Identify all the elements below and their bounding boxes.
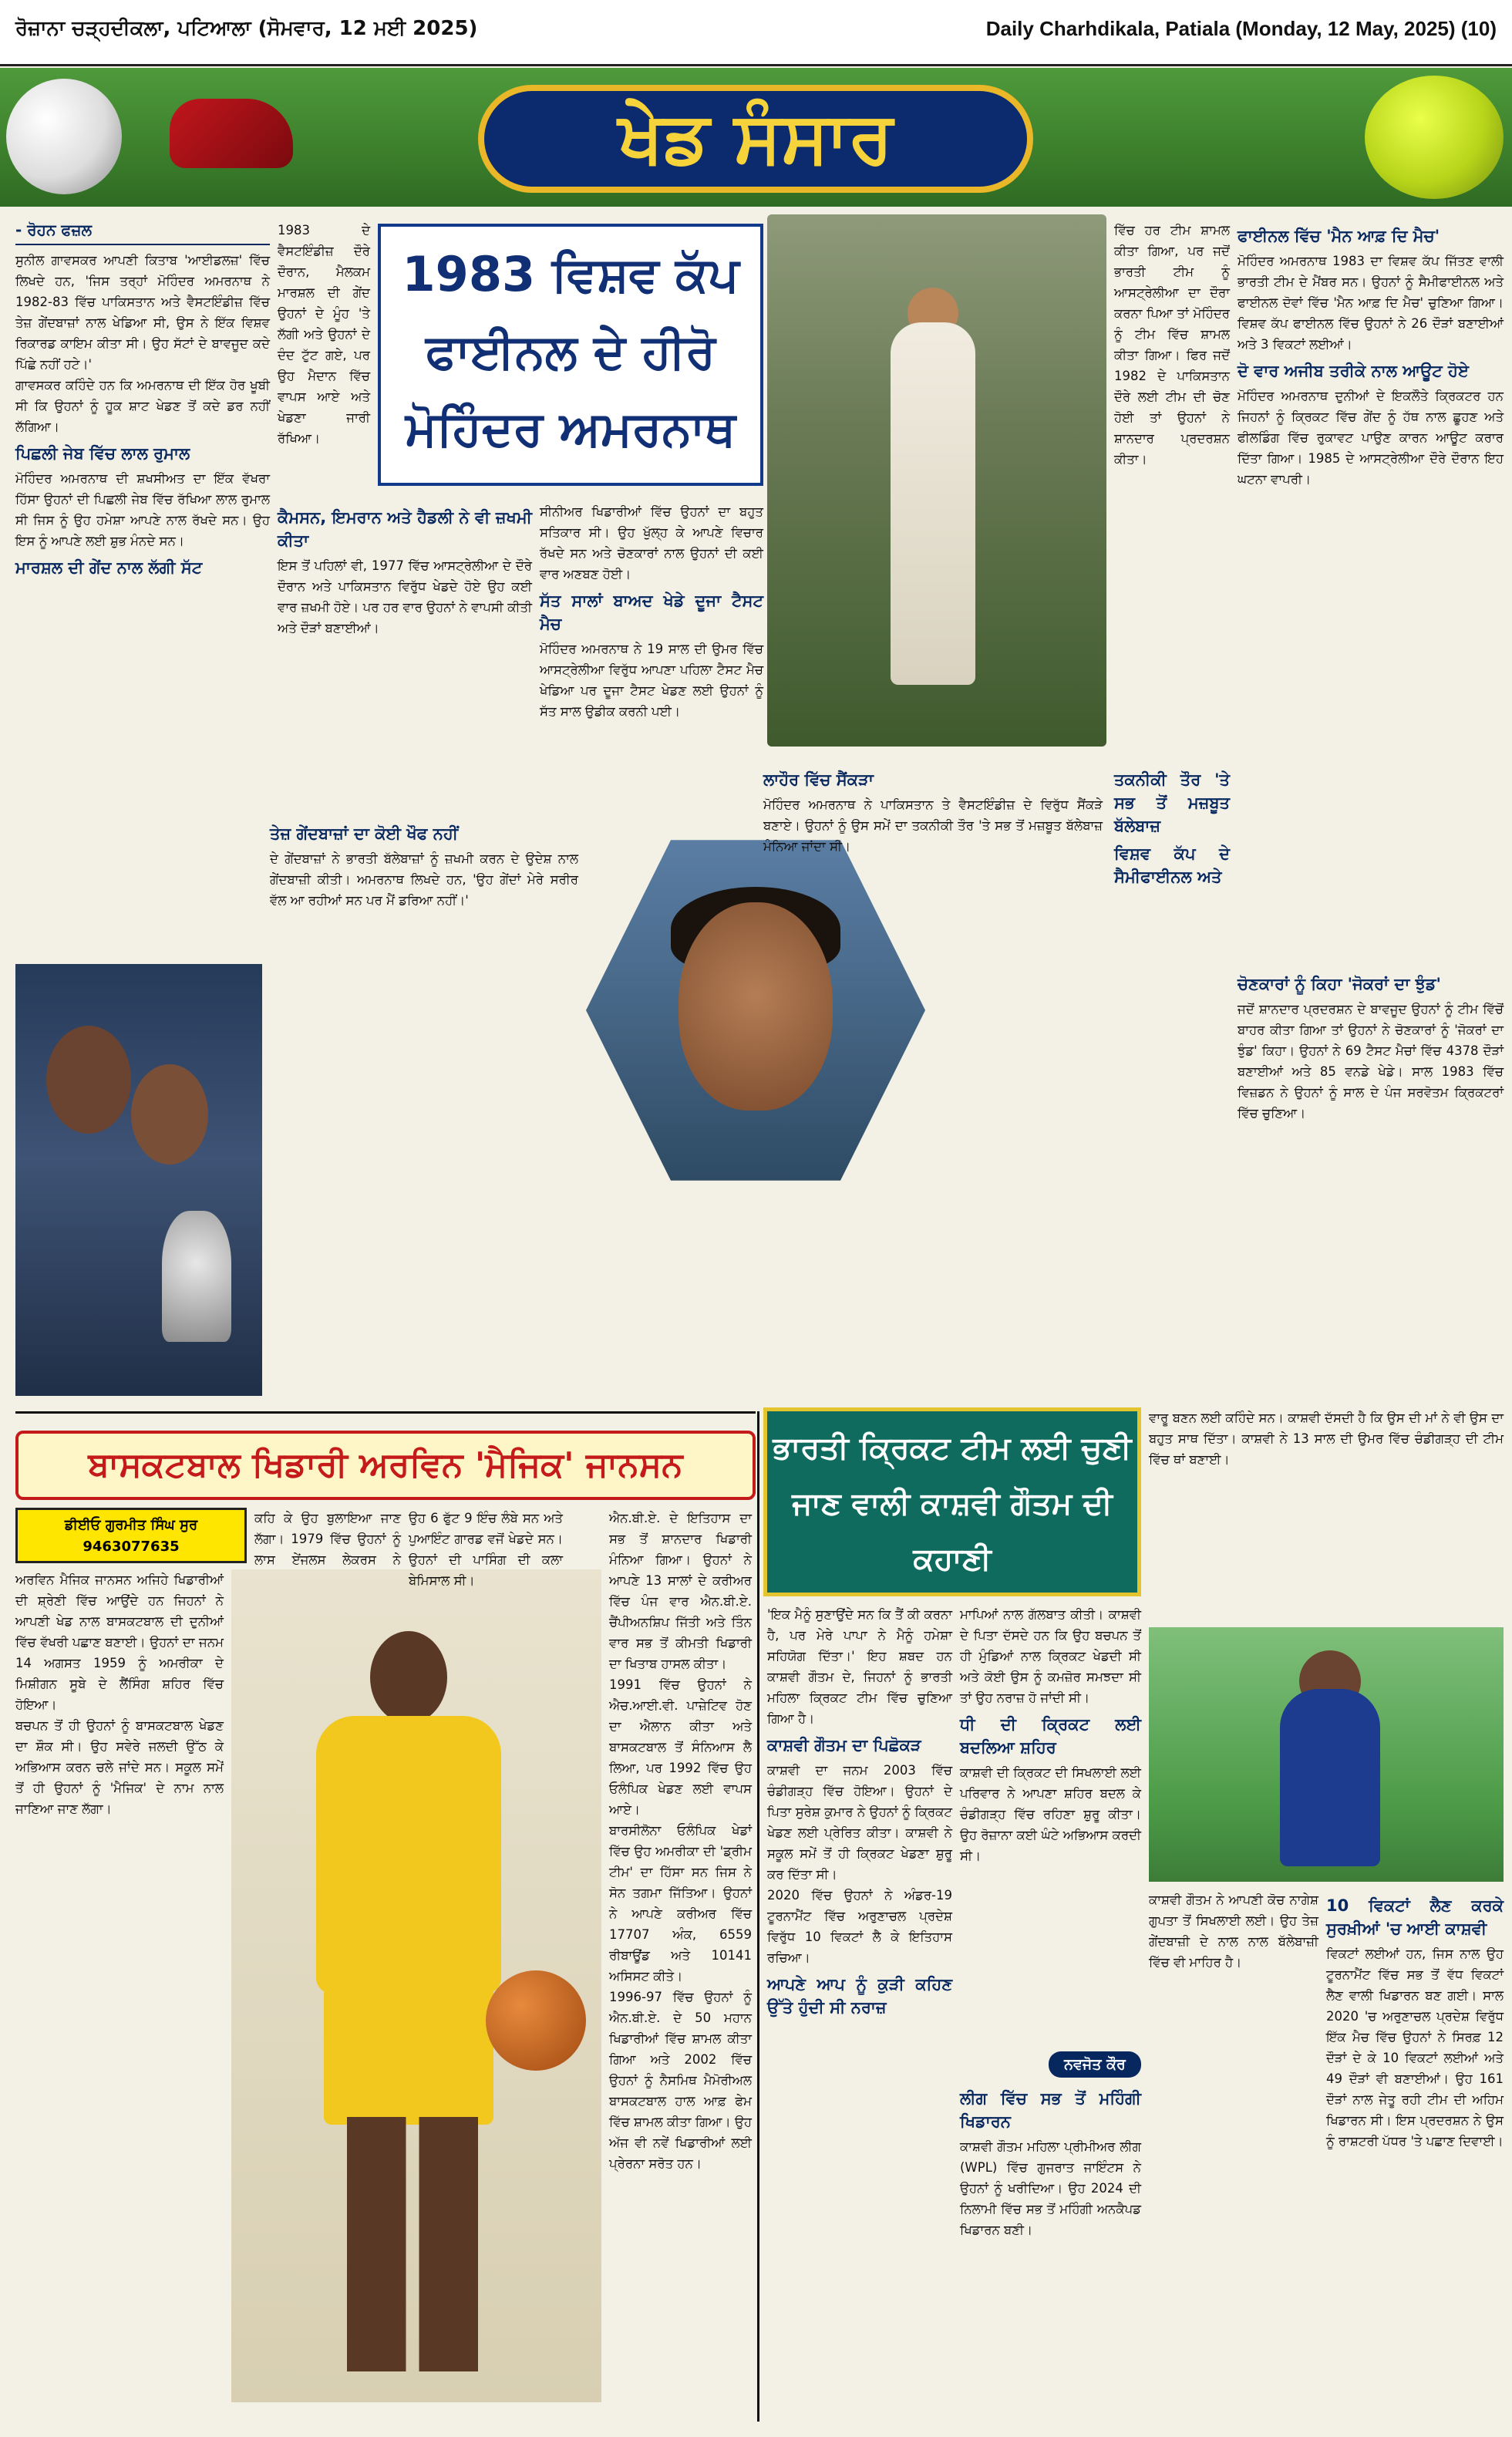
article1-col7-p2: ਮੋਹਿੰਦਰ ਅਮਰਨਾਥ ਦੁਨੀਆਂ ਦੇ ਇਕਲੌਤੇ ਕ੍ਰਿਕਟਰ ਹਨ ਜਿਹਨਾਂ ਨੂੰ ਕ੍ਰਿਕਟ ਵਿੱਚ ਗੇਂਦ ਨੂੰ ਹੱਥ ਨਾਲ ਛੂਹਣ ਅਤੇ ਫੀਲਡਿੰਗ ਵਿੱਚ ਰੁਕਾਵਟ ਪਾਉਣ ਕਾਰਨ ਆਊਟ ਕਰਾਰ ਦਿੱਤਾ ਗਿਆ। 1985 ਦੇ ਆਸਟ੍ਰੇਲੀਆ ਦੌਰੇ ਦੌਰਾਨ ਇਹ ਘਟਨਾ ਵਾਪਰੀ। (1238, 389, 1504, 487)
article2-byline-phone: 9463077635 (83, 1539, 180, 1555)
article3-subhead-2: ਆਪਣੇ ਆਪ ਨੂੰ ਕੁੜੀ ਕਹਿਣ ਉੱਤੇ ਹੁੰਦੀ ਸੀ ਨਰਾਜ਼ (767, 1975, 952, 2017)
article3-col3-p1: ਵਾਰੂ ਬਣਨ ਲਈ ਕਹਿੰਦੇ ਸਨ। ਕਾਸ਼ਵੀ ਦੱਸਦੀ ਹੈ ਕਿ ਉਸ ਦੀ ਮਾਂ ਨੇ ਵੀ ਉਸ ਦਾ ਬਹੁਤ ਸਾਥ ਦਿੱਤਾ। ਕਾਸ਼ਵੀ ਨੇ 13 ਸਾਲ ਦੀ ਉਮਰ ਵਿੱਚ ਚੰਡੀਗੜ੍ਹ ਦੀ ਟੀਮ ਵਿੱਚ ਥਾਂ ਬਣਾਈ। (1149, 1411, 1504, 1467)
article1-col3-p1: ਇਸ ਤੋਂ ਪਹਿਲਾਂ ਵੀ, 1977 ਵਿੱਚ ਆਸਟ੍ਰੇਲੀਆ ਦੇ ਦੌਰੇ ਦੌਰਾਨ ਅਤੇ ਪਾਕਿਸਤਾਨ ਵਿਰੁੱਧ ਖੇਡਦੇ ਹੋਏ ਉਹ ਕਈ ਵਾਰ ਜ਼ਖਮੀ ਹੋਏ। ਪਰ ਹਰ ਵਾਰ ਉਹਨਾਂ ਨੇ ਵਾਪਸੀ ਕੀਤੀ ਅਤੇ ਦੌੜਾਂ ਬਣਾਈਆਂ। (278, 558, 532, 635)
player-head-shape (370, 1631, 447, 1724)
legs-shape (347, 2117, 478, 2371)
article1-column-5 (1238, 220, 1504, 960)
article3-col2-p3: ਕਾਸ਼ਵੀ ਗੌਤਮ ਮਹਿਲਾ ਪ੍ਰੀਮੀਅਰ ਲੀਗ (WPL) ਵਿੱਚ ਗੁਜਰਾਤ ਜਾਇੰਟਸ ਨੇ ਉਹਨਾਂ ਨੂੰ ਖਰੀਦਿਆ। ਉਹ 2024 ਦੀ ਨਿਲਾਮੀ ਵਿੱਚ ਸਭ ਤੋਂ ਮਹਿੰਗੀ ਅਨਕੈਪਡ ਖਿਡਾਰਨ ਬਣੀ। (960, 2139, 1141, 2237)
article1-column-1 (15, 220, 270, 960)
article1-subhead-8: ਵਿਸ਼ਵ ਕੱਪ ਦੇ ਸੈਮੀਫਾਈਨਲ ਅਤੇ (1114, 844, 1230, 886)
section-masthead: ਖੇਡ ਸੰਸਾਰ (478, 85, 1033, 193)
football-icon (6, 79, 122, 194)
page-header (0, 0, 1512, 66)
article2-col4-p1: ਬਾਰਸੀਲੋਨਾ ਓਲੰਪਿਕ ਖੇਡਾਂ ਵਿੱਚ ਉਹ ਅਮਰੀਕਾ ਦੀ 'ਡ੍ਰੀਮ ਟੀਮ' ਦਾ ਹਿੱਸਾ ਸਨ ਜਿਸ ਨੇ ਸੋਨ ਤਗਮਾ ਜਿੱਤਿਆ। ਉਹਨਾਂ ਨੇ ਆਪਣੇ ਕਰੀਅਰ ਵਿੱਚ 17707 ਅੰਕ, 6559 ਰੀਬਾਊਂਡ ਅਤੇ 10141 ਅਸਿਸਟ ਕੀਤੇ। (609, 1823, 752, 1984)
article3-col4-p1: ਵਿਕਟਾਂ ਲਈਆਂ ਹਨ, ਜਿਸ ਨਾਲ ਉਹ ਟੂਰਨਾਮੈਂਟ ਵਿੱਚ ਸਭ ਤੋਂ ਵੱਧ ਵਿਕਟਾਂ ਲੈਣ ਵਾਲੀ ਖਿਡਾਰਨ ਬਣ ਗਈ। ਸਾਲ 2020 'ਚ ਅਰੁਣਾਚਲ ਪ੍ਰਦੇਸ਼ ਵਿਰੁੱਧ ਇੱਕ ਮੈਚ ਵਿੱਚ ਉਹਨਾਂ ਨੇ ਸਿਰਫ਼ 12 ਦੌੜਾਂ ਦੇ ਕੇ 10 ਵਿਕਟਾਂ ਲਈਆਂ ਅਤੇ 49 ਦੌੜਾਂ ਵੀ ਬਣਾਈਆਂ। ਉਹ 161 ਦੌੜਾਂ ਨਾਲ ਜੇਤੂ ਰਹੀ ਟੀਮ ਦੀ ਅਹਿਮ ਖਿਡਾਰਨ ਸੀ। ਇਸ ਪ੍ਰਦਰਸ਼ਨ ਨੇ ਉਸ ਨੂੰ ਰਾਸ਼ਟਰੀ ਪੱਧਰ 'ਤੇ ਪਛਾਣ ਦਿਵਾਈ। (1326, 1947, 1504, 2149)
article2-col4-p2: 1996-97 ਵਿੱਚ ਉਹਨਾਂ ਨੂੰ ਐਨ.ਬੀ.ਏ. ਦੇ 50 ਮਹਾਨ ਖਿਡਾਰੀਆਂ ਵਿੱਚ ਸ਼ਾਮਲ ਕੀਤਾ ਗਿਆ ਅਤੇ 2002 ਵਿੱਚ ਉਹਨਾਂ ਨੂੰ ਨੈਸਮਿਥ ਮੈਮੋਰੀਅਲ ਬਾਸਕਟਬਾਲ ਹਾਲ ਆਫ਼ ਫੇਮ ਵਿੱਚ ਸ਼ਾਮਲ ਕੀਤਾ ਗਿਆ। ਉਹ ਅੱਜ ਵੀ ਨਵੇਂ ਖਿਡਾਰੀਆਂ ਲਈ ਪ੍ਰੇਰਨਾ ਸਰੋਤ ਹਨ। (609, 1990, 752, 2171)
article1-subhead-2: ਮਾਰਸ਼ਲ ਦੀ ਗੇਂਦ ਨਾਲ ਲੱਗੀ ਸੱਟ (15, 558, 203, 577)
article3-column-3 (1149, 1407, 1504, 1623)
article1-column-6 (270, 817, 578, 1404)
column-divider (757, 1411, 759, 2422)
article2-col1-p1: ਅਰਵਿਨ ਮੈਜਿਕ ਜਾਨਸਨ ਅਜਿਹੇ ਖਿਡਾਰੀਆਂ ਦੀ ਸ਼੍ਰੇਣੀ ਵਿੱਚ ਆਉਂਦੇ ਹਨ ਜਿਹਨਾਂ ਨੇ ਆਪਣੀ ਖੇਡ ਨਾਲ ਬਾਸਕਟਬਾਲ ਦੀ ਦੁਨੀਆਂ ਵਿੱਚ ਵੱਖਰੀ ਪਛਾਣ ਬਣਾਈ। ਉਹਨਾਂ ਦਾ ਜਨਮ 14 ਅਗਸਤ 1959 ਨੂੰ ਅਮਰੀਕਾ ਦੇ ਮਿਸ਼ੀਗਨ ਸੂਬੇ ਦੇ ਲੈਂਸਿੰਗ ਸ਼ਹਿਰ ਵਿੱਚ ਹੋਇਆ। (15, 1572, 224, 1712)
article3-headline: ਭਾਰਤੀ ਕ੍ਰਿਕਟ ਟੀਮ ਲਈ ਚੁਣੀ ਜਾਣ ਵਾਲੀ ਕਾਸ਼ਵੀ ਗੌਤਮ ਦੀ ਕਹਾਣੀ (763, 1407, 1141, 1596)
article3-subhead-4: ਲੀਗ ਵਿੱਚ ਸਭ ਤੋਂ ਮਹਿੰਗੀ ਖਿਡਾਰਨ (960, 2089, 1141, 2131)
lakers-jersey-shape (316, 1716, 501, 1994)
article1-subhead-10: ਦੋ ਵਾਰ ਅਜੀਬ ਤਰੀਕੇ ਨਾਲ ਆਊਟ ਹੋਏ (1238, 362, 1469, 380)
amarnath-batting-photo (767, 214, 1106, 747)
article3-col2-p2: ਕਾਸ਼ਵੀ ਦੀ ਕ੍ਰਿਕਟ ਦੀ ਸਿਖਲਾਈ ਲਈ ਪਰਿਵਾਰ ਨੇ ਆਪਣਾ ਸ਼ਹਿਰ ਬਦਲ ਕੇ ਚੰਡੀਗੜ੍ਹ ਵਿੱਚ ਰਹਿਣਾ ਸ਼ੁਰੂ ਕੀਤਾ। ਉਹ ਰੋਜ਼ਾਨਾ ਕਈ ਘੰਟੇ ਅਭਿਆਸ ਕਰਦੀ ਸੀ। (960, 1765, 1141, 1863)
kashvi-gautam-photo (1149, 1627, 1504, 1882)
article1-col2-p1: 1983 ਦੇ ਵੈਸਟਇੰਡੀਜ਼ ਦੌਰੇ ਦੌਰਾਨ, ਮੈਲਕਮ ਮਾਰਸ਼ਲ ਦੀ ਗੇਂਦ ਉਹਨਾਂ ਦੇ ਮੂੰਹ 'ਤੇ ਲੱਗੀ ਅਤੇ ਉਹਨਾਂ ਦੇ ਦੰਦ ਟੁੱਟ ਗਏ, ਪਰ ਉਹ ਮੈਦਾਨ ਵਿੱਚ ਵਾਪਸ ਆਏ ਅਤੇ ਖੇਡਣਾ ਜਾਰੀ ਰੱਖਿਆ। (278, 223, 370, 446)
article1-col1-p2: ਗਾਵਸਕਰ ਕਹਿੰਦੇ ਹਨ ਕਿ ਅਮਰਨਾਥ ਦੀ ਇੱਕ ਹੋਰ ਖੂਬੀ ਸੀ ਕਿ ਉਹਨਾਂ ਨੂੰ ਹੂਕ ਸ਼ਾਟ ਖੇਡਣ ਤੋਂ ਕਦੇ ਡਰ ਨਹੀਂ ਲੱਗਿਆ। (15, 378, 270, 434)
boot-icon (170, 99, 293, 168)
article2-col2-p2: ਉਹ 6 ਫੁੱਟ 9 ਇੰਚ ਲੰਬੇ ਸਨ ਅਤੇ ਪੁਆਇੰਟ ਗਾਰਡ ਵਜੋਂ ਖੇਡਦੇ ਸਨ। ਉਹਨਾਂ ਦੀ ਪਾਸਿੰਗ ਦੀ ਕਲਾ ਬੇਮਿਸਾਲ ਸੀ। (409, 1511, 563, 1588)
article1-column-3 (540, 501, 763, 810)
article2-headline: ਬਾਸਕਟਬਾਲ ਖਿਡਾਰੀ ਅਰਵਿਨ 'ਮੈਜਿਕ' ਜਾਨਸਨ (15, 1431, 756, 1500)
header-left-text: ਰੋਜ਼ਾਨਾ ਚੜ੍ਹਦੀਕਲਾ, ਪਟਿਆਲਾ (ਸੋਮਵਾਰ, 12 ਮਈ 2025) (15, 17, 478, 40)
article1-subhead-7: ਤਕਨੀਕੀ ਤੌਰ 'ਤੇ ਸਭ ਤੋਂ ਮਜ਼ਬੂਤ ਬੱਲੇਬਾਜ਼ (1114, 770, 1230, 835)
article3-column-4 (1149, 1889, 1318, 2422)
article2-column-1 (15, 1569, 224, 2418)
article3-col1-p2: ਕਾਸ਼ਵੀ ਦਾ ਜਨਮ 2003 ਵਿੱਚ ਚੰਡੀਗੜ੍ਹ ਵਿੱਚ ਹੋਇਆ। ਉਹਨਾਂ ਦੇ ਪਿਤਾ ਸੁਰੇਸ਼ ਕੁਮਾਰ ਨੇ ਉਹਨਾਂ ਨੂੰ ਕ੍ਰਿਕਟ ਖੇਡਣ ਲਈ ਪ੍ਰੇਰਿਤ ਕੀਤਾ। ਕਾਸ਼ਵੀ ਨੇ ਸਕੂਲ ਸਮੇਂ ਤੋਂ ਹੀ ਕ੍ਰਿਕਟ ਖੇਡਣਾ ਸ਼ੁਰੂ ਕਰ ਦਿੱਤਾ ਸੀ। (767, 1763, 952, 1882)
magic-johnson-photo (231, 1569, 601, 2402)
article1-subhead-4: ਸੱਤ ਸਾਲਾਂ ਬਾਅਦ ਖੇਡੇ ਦੂਜਾ ਟੈਸਟ ਮੈਚ (540, 592, 763, 633)
article2-col3-p1: ਐਨ.ਬੀ.ਏ. ਦੇ ਇਤਿਹਾਸ ਦਾ ਸਭ ਤੋਂ ਸ਼ਾਨਦਾਰ ਖਿਡਾਰੀ ਮੰਨਿਆ ਗਿਆ। ਉਹਨਾਂ ਨੇ ਆਪਣੇ 13 ਸਾਲਾਂ ਦੇ ਕਰੀਅਰ ਵਿੱਚ ਪੰਜ ਵਾਰ ਐਨ.ਬੀ.ਏ. ਚੈਂਪੀਅਨਸ਼ਿਪ ਜਿੱਤੀ ਅਤੇ ਤਿੰਨ ਵਾਰ ਸਭ ਤੋਂ ਕੀਮਤੀ ਖਿਡਾਰੀ ਦਾ ਖਿਤਾਬ ਹਾਸਲ ਕੀਤਾ। (609, 1511, 752, 1671)
article1-subhead-1: ਪਿਛਲੀ ਜੇਬ ਵਿੱਚ ਲਾਲ ਰੁਮਾਲ (15, 444, 190, 463)
basketball-icon (486, 1970, 586, 2071)
article3-subhead-1: ਕਾਸ਼ਵੀ ਗੌਤਮ ਦਾ ਪਿਛੋਕੜ (767, 1736, 921, 1754)
article1-col4-p2: ਮੋਹਿੰਦਰ ਅਮਰਨਾਥ ਨੇ 19 ਸਾਲ ਦੀ ਉਮਰ ਵਿੱਚ ਆਸਟ੍ਰੇਲੀਆ ਵਿਰੁੱਧ ਆਪਣਾ ਪਹਿਲਾ ਟੈਸਟ ਮੈਚ ਖੇਡਿਆ ਪਰ ਦੂਜਾ ਟੈਸਟ ਖੇਡਣ ਲਈ ਉਹਨਾਂ ਨੂੰ ਸੱਤ ਸਾਲ ਉਡੀਕ ਕਰਨੀ ਪਈ। (540, 642, 763, 719)
shorts-shape (324, 1986, 493, 2125)
article1-subhead-6: ਲਾਹੌਰ ਵਿੱਚ ਸੈਂਕੜਾ (763, 770, 874, 789)
article1-subhead-3: ਕੈਮਸਨ, ਇਮਰਾਨ ਅਤੇ ਹੈਡਲੀ ਨੇ ਵੀ ਜ਼ਖਮੀ ਕੀਤਾ (278, 508, 532, 550)
article3-subhead-5: 10 ਵਿਕਟਾਂ ਲੈਣ ਕਰਕੇ ਸੁਰਖ਼ੀਆਂ 'ਚ ਆਈ ਕਾਸ਼ਵੀ (1326, 1896, 1504, 1938)
article1-column-9 (1238, 968, 1504, 1404)
article1-column-2-top (278, 220, 370, 490)
article1-col4-p1: ਸੀਨੀਅਰ ਖਿਡਾਰੀਆਂ ਵਿੱਚ ਉਹਨਾਂ ਦਾ ਬਹੁਤ ਸਤਿਕਾਰ ਸੀ। ਉਹ ਖੁੱਲ੍ਹ ਕੇ ਆਪਣੇ ਵਿਚਾਰ ਰੱਖਦੇ ਸਨ ਅਤੇ ਚੋਣਕਾਰਾਂ ਨਾਲ ਉਹਨਾਂ ਦੀ ਕਈ ਵਾਰ ਅਣਬਣ ਹੋਈ। (540, 504, 763, 581)
article3-byline-tag: ਨਵਜੋਤ ਕੌਰ (1049, 2051, 1141, 2078)
article3-column-1 (767, 1604, 952, 2422)
article2-col2-p1: ਕਹਿ ਕੇ ਉਹ ਬੁਲਾਇਆ ਜਾਣ ਲੱਗਾ। 1979 ਵਿੱਚ ਉਹਨਾਂ ਨੂੰ ਲਾਸ ਏਂਜਲਸ ਲੇਕਰਸ ਨੇ (254, 1511, 401, 1567)
article1-subhead-11: ਚੋਣਕਾਰਾਂ ਨੂੰ ਕਿਹਾ 'ਜੋਕਰਾਂ ਦਾ ਝੁੰਡ' (1238, 975, 1441, 993)
article1-col1-p1: ਸੁਨੀਲ ਗਾਵਸਕਰ ਆਪਣੀ ਕਿਤਾਬ 'ਆਈਡਲਜ਼' ਵਿੱਚ ਲਿਖਦੇ ਹਨ, 'ਜਿਸ ਤਰ੍ਹਾਂ ਮੋਹਿੰਦਰ ਅਮਰਨਾਥ ਨੇ 1982-83 ਵਿੱਚ ਪਾਕਿਸਤਾਨ ਅਤੇ ਵੈਸਟਇੰਡੀਜ਼ ਵਿੱਚ ਤੇਜ਼ ਗੇਂਦਬਾਜ਼ਾਂ ਨਾਲ ਖੇਡਿਆ ਸੀ, ਉਸ ਨੇ ਇੱਕ ਵਿਸ਼ਵ ਰਿਕਾਰਡ ਕਾਇਮ ਕੀਤਾ ਸੀ। ਉਹ ਸੱਟਾਂ ਦੇ ਬਾਵਜੂਦ ਕਦੇ ਪਿੱਛੇ ਨਹੀਂ ਹਟੇ।' (15, 253, 270, 372)
article3-column-2 (960, 1604, 1141, 2044)
article1-column-7 (763, 763, 1103, 1404)
article1-column-4 (1114, 220, 1230, 752)
article3-col1-p1: 'ਇਕ ਮੈਨੂੰ ਸੁਣਾਉਂਦੇ ਸਨ ਕਿ ਤੈਂ ਕੀ ਕਰਨਾ ਹੈ, ਪਰ ਮੇਰੇ ਪਾਪਾ ਨੇ ਮੈਨੂੰ ਹਮੇਸ਼ਾ ਸਹਿਯੋਗ ਦਿੱਤਾ।' ਇਹ ਸ਼ਬਦ ਹਨ ਕਾਸ਼ਵੀ ਗੌਤਮ ਦੇ, ਜਿਹਨਾਂ ਨੂੰ ਭਾਰਤੀ ਮਹਿਲਾ ਕ੍ਰਿਕਟ ਟੀਮ ਵਿੱਚ ਚੁਣਿਆ ਗਿਆ ਹੈ। (767, 1607, 952, 1726)
article1-byline: - ਰੋਹਨ ਫਜ਼ਲ (15, 220, 270, 245)
section-divider (15, 1411, 756, 1414)
article3-col2-p1: ਮਾਪਿਆਂ ਨਾਲ ਗੱਲਬਾਤ ਕੀਤੀ। ਕਾਸ਼ਵੀ ਦੇ ਪਿਤਾ ਦੱਸਦੇ ਹਨ ਕਿ ਉਹ ਬਚਪਨ ਤੋਂ ਹੀ ਮੁੰਡਿਆਂ ਨਾਲ ਕ੍ਰਿਕਟ ਖੇਡਦੀ ਸੀ ਅਤੇ ਕੋਈ ਉਸ ਨੂੰ ਕਮਜ਼ੋਰ ਸਮਝਦਾ ਸੀ ਤਾਂ ਉਹ ਨਰਾਜ਼ ਹੋ ਜਾਂਦੀ ਸੀ। (960, 1607, 1141, 1705)
article2-column-3 (609, 1508, 752, 2418)
article2-col3-p2: 1991 ਵਿੱਚ ਉਹਨਾਂ ਨੇ ਐਚ.ਆਈ.ਵੀ. ਪਾਜ਼ੇਟਿਵ ਹੋਣ ਦਾ ਐਲਾਨ ਕੀਤਾ ਅਤੇ ਬਾਸਕਟਬਾਲ ਤੋਂ ਸੰਨਿਆਸ ਲੈ ਲਿਆ, ਪਰ 1992 ਵਿੱਚ ਉਹ ਓਲੰਪਿਕ ਖੇਡਣ ਲਈ ਵਾਪਸ ਆਏ। (609, 1677, 752, 1817)
article2-byline-box (15, 1508, 247, 1563)
article3-subhead-3: ਧੀ ਦੀ ਕ੍ਰਿਕਟ ਲਈ ਬਦਲਿਆ ਸ਼ਹਿਰ (960, 1715, 1141, 1757)
article3-column-5 (1326, 1889, 1504, 2422)
article1-col6-p1: ਵਿੱਚ ਹਰ ਟੀਮ ਸ਼ਾਮਲ ਕੀਤਾ ਗਿਆ, ਪਰ ਜਦੋਂ ਭਾਰਤੀ ਟੀਮ ਨੂੰ ਆਸਟ੍ਰੇਲੀਆ ਦਾ ਦੌਰਾ ਕਰਨਾ ਪਿਆ ਤਾਂ ਮੋਹਿੰਦਰ ਨੂੰ ਟੀਮ ਵਿੱਚ ਸ਼ਾਮਲ ਕੀਤਾ ਗਿਆ। ਫਿਰ ਜਦੋਂ 1982 ਦੇ ਪਾਕਿਸਤਾਨ ਦੌਰੇ ਲਈ ਟੀਮ ਦੀ ਚੋਣ ਹੋਈ ਤਾਂ ਉਹਨਾਂ ਨੇ ਸ਼ਾਨਦਾਰ ਪ੍ਰਦਰਸ਼ਨ ਕੀਤਾ। (1114, 223, 1230, 467)
kashvi-jersey-shape (1280, 1689, 1380, 1866)
article3-column-2b (960, 2082, 1141, 2422)
article1-subhead-9: ਫਾਈਨਲ ਵਿੱਚ 'ਮੈਨ ਆਫ਼ ਦਿ ਮੈਚ' (1238, 227, 1440, 245)
article3-col3-p2: ਕਾਸ਼ਵੀ ਗੌਤਮ ਨੇ ਆਪਣੀ ਕੋਚ ਨਾਗੇਸ਼ ਗੁਪਤਾ ਤੋਂ ਸਿਖਲਾਈ ਲਈ। ਉਹ ਤੇਜ਼ ਗੇਂਦਬਾਜ਼ੀ ਦੇ ਨਾਲ ਨਾਲ ਬੱਲੇਬਾਜ਼ੀ ਵਿੱਚ ਵੀ ਮਾਹਿਰ ਹੈ। (1149, 1893, 1318, 1970)
article1-subhead-5: ਤੇਜ਼ ਗੇਂਦਬਾਜ਼ਾਂ ਦਾ ਕੋਈ ਖੌਫ ਨਹੀਂ (270, 824, 459, 843)
article2-col1-p2: ਬਚਪਨ ਤੋਂ ਹੀ ਉਹਨਾਂ ਨੂੰ ਬਾਸਕਟਬਾਲ ਖੇਡਣ ਦਾ ਸ਼ੌਕ ਸੀ। ਉਹ ਸਵੇਰੇ ਜਲਦੀ ਉੱਠ ਕੇ ਅਭਿਆਸ ਕਰਨ ਚਲੇ ਜਾਂਦੇ ਸਨ। ਸਕੂਲ ਸਮੇਂ ਤੋਂ ਹੀ ਉਹਨਾਂ ਨੂੰ 'ਮੈਜਿਕ' ਦੇ ਨਾਮ ਨਾਲ ਜਾਣਿਆ ਜਾਣ ਲੱਗਾ। (15, 1718, 224, 1816)
article1-column-8 (1114, 763, 1230, 1404)
article1-headline: 1983 ਵਿਸ਼ਵ ਕੱਪ ਫਾਈਨਲ ਦੇ ਹੀਰੋ ਮੋਹਿੰਦਰ ਅਮਰਨਾਥ (378, 224, 763, 486)
article3-col1-p3: 2020 ਵਿੱਚ ਉਹਨਾਂ ਨੇ ਅੰਡਰ-19 ਟੂਰਨਾਮੈਂਟ ਵਿੱਚ ਅਰੁਣਾਚਲ ਪ੍ਰਦੇਸ਼ ਵਿਰੁੱਧ 10 ਵਿਕਟਾਂ ਲੈ ਕੇ ਇਤਿਹਾਸ ਰਚਿਆ। (767, 1888, 952, 1965)
article2-column-2b (409, 1508, 563, 1588)
article1-col7-p1: ਮੋਹਿੰਦਰ ਅਮਰਨਾਥ 1983 ਦਾ ਵਿਸ਼ਵ ਕੱਪ ਜਿੱਤਣ ਵਾਲੀ ਭਾਰਤੀ ਟੀਮ ਦੇ ਮੈਂਬਰ ਸਨ। ਉਹਨਾਂ ਨੂੰ ਸੈਮੀਫਾਈਨਲ ਅਤੇ ਫਾਈਨਲ ਦੋਵਾਂ ਵਿੱਚ 'ਮੈਨ ਆਫ਼ ਦਿ ਮੈਚ' ਚੁਣਿਆ ਗਿਆ। ਵਿਸ਼ਵ ਕੱਪ ਫਾਈਨਲ ਵਿੱਚ ਉਹਨਾਂ ਨੇ 26 ਦੌੜਾਂ ਬਣਾਈਆਂ ਅਤੇ 3 ਵਿਕਟਾਂ ਲਈਆਂ। (1238, 254, 1504, 352)
article1-col7-p3: ਜਦੋਂ ਸ਼ਾਨਦਾਰ ਪ੍ਰਦਰਸ਼ਨ ਦੇ ਬਾਵਜੂਦ ਉਹਨਾਂ ਨੂੰ ਟੀਮ ਵਿੱਚੋਂ ਬਾਹਰ ਕੀਤਾ ਗਿਆ ਤਾਂ ਉਹਨਾਂ ਨੇ ਚੋਣਕਾਰਾਂ ਨੂੰ 'ਜੋਕਰਾਂ ਦਾ ਝੁੰਡ' ਕਿਹਾ। ਉਹਨਾਂ ਨੇ 69 ਟੈਸਟ ਮੈਚਾਂ ਵਿੱਚ 4378 ਦੌੜਾਂ ਬਣਾਈਆਂ ਅਤੇ 85 ਵਨਡੇ ਖੇਡੇ। ਸਾਲ 1983 ਵਿੱਚ ਵਿਜ਼ਡਨ ਨੇ ਉਹਨਾਂ ਨੂੰ ਸਾਲ ਦੇ ਪੰਜ ਸਰਵੋਤਮ ਕ੍ਰਿਕਟਰਾਂ ਵਿੱਚ ਚੁਣਿਆ। (1238, 1002, 1504, 1121)
trophy-icon (162, 1211, 231, 1342)
header-right-text: Daily Charhdikala, Patiala (Monday, 12 May, 2025) (10) (985, 17, 1497, 40)
article1-col6-p2: ਮੋਹਿੰਦਰ ਅਮਰਨਾਥ ਨੇ ਪਾਕਿਸਤਾਨ ਤੇ ਵੈਸਟਇੰਡੀਜ਼ ਦੇ ਵਿਰੁੱਧ ਸੈਂਕੜੇ ਬਣਾਏ। ਉਹਨਾਂ ਨੂੰ ਉਸ ਸਮੇਂ ਦਾ ਤਕਨੀਕੀ ਤੌਰ 'ਤੇ ਸਭ ਤੋਂ ਮਜ਼ਬੂਤ ਬੱਲੇਬਾਜ਼ ਮੰਨਿਆ ਜਾਂਦਾ ਸੀ। (763, 797, 1103, 854)
player-figure-2 (131, 1064, 208, 1165)
cricketer-body-shape (891, 322, 975, 685)
article2-byline-name: ਡੀਈਓ ਗੁਰਮੀਤ ਸਿੰਘ ਸੁਰ (64, 1517, 198, 1533)
player-figure-1 (46, 1026, 131, 1134)
article1-col5-p1: ਦੇ ਗੇਂਦਬਾਜ਼ਾਂ ਨੇ ਭਾਰਤੀ ਬੱਲੇਬਾਜ਼ਾਂ ਨੂੰ ਜ਼ਖਮੀ ਕਰਨ ਦੇ ਉਦੇਸ਼ ਨਾਲ ਗੇਂਦਬਾਜ਼ੀ ਕੀਤੀ। ਅਮਰਨਾਥ ਲਿਖਦੇ ਹਨ, 'ਉਹ ਗੇਂਦਾਂ ਮੇਰੇ ਸਰੀਰ ਵੱਲ ਆ ਰਹੀਆਂ ਸਨ ਪਰ ਮੈਂ ਡਰਿਆ ਨਹੀਂ।' (270, 851, 578, 908)
article2-column-2-top (254, 1508, 401, 1566)
article1-col1-p3: ਮੋਹਿੰਦਰ ਅਮਰਨਾਥ ਦੀ ਸ਼ਖਸੀਅਤ ਦਾ ਇੱਕ ਵੱਖਰਾ ਹਿੱਸਾ ਉਹਨਾਂ ਦੀ ਪਿਛਲੀ ਜੇਬ ਵਿੱਚ ਰੱਖਿਆ ਲਾਲ ਰੁਮਾਲ ਸੀ ਜਿਸ ਨੂੰ ਉਹ ਹਮੇਸ਼ਾ ਆਪਣੇ ਨਾਲ ਰੱਖਦੇ ਸਨ। ਉਹ ਇਸ ਨੂੰ ਆਪਣੇ ਲਈ ਸ਼ੁਭ ਮੰਨਦੇ ਸਨ। (15, 471, 270, 548)
world-cup-team-photo (15, 964, 262, 1396)
volleyball-icon (1365, 76, 1504, 199)
